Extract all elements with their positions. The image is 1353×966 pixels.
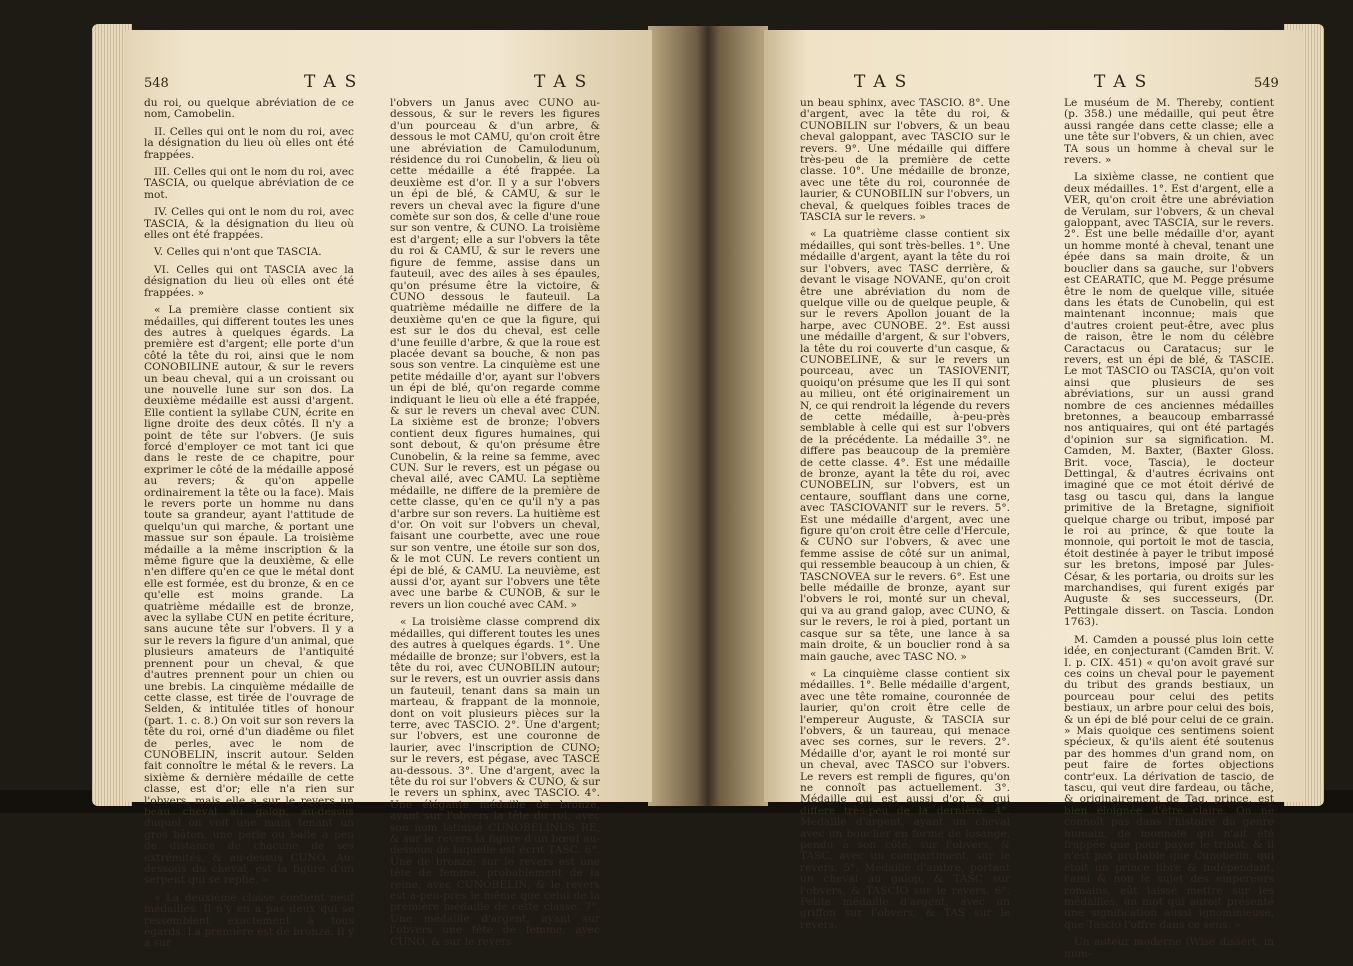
paragraph: II. Celles qui ont le nom du roi, avec la désignation du lieu où elles ont été frappées. <box>144 125 354 161</box>
paragraph: l'obvers un Janus avec CUNO au-dessous, & sur le revers les figures d'un pourceau & d'un arbre, & dessous le mot CAMU, qu'on croit être une abréviation de Camulodunum, résidence du roi Cunobelin, & lieu où cette médaille a été frappée. La deuxième est d'or. Il y a sur l'obvers un épi de blé, & CAMU, & sur le revers un cheval avec la figure d'une comète sur son dos, & celle d'une roue sur son ventre, & CUNO. La troisième est d'argent; elle a sur l'obvers la tête du roi & CAMU, & sur le revers une figure de femme, assise dans un fauteuil, avec des ailes à ses épaules, qu'on présume être la victoire, & CUNO dessous le fauteuil. La quatrième médaille ne differe de la deuxième qu'en ce que la figure, qui est sur le dos du cheval, est celle d'une feuille d'arbre, & que la roue est placée devant sa bouche, & non pas sous son ventre. La cinquième est une petite médaille d'or, ayant sur l'obvers un épi de blé, qu'on regarde comme indiquant le lieu où elle a été frappée, & sur le revers un cheval avec CUN. La sixième est de bronze; l'obvers contient deux figures humaines, qui sont debout, & qu'on présume être Cunobelin, & la reine sa femme, avec CUN. Sur le revers, est un pégase ou cheval ailé, avec CAMU. La septième médaille, ne differe de la première de cette classe, qu'en ce qu'il n'y a pas d'arbre sur son revers. La huitième est d'or. On voit sur l'obvers un cheval, faisant une courbette, avec une roue sur son ventre, une étoile sur son dos, & le mot CUN. Le revers contient un épi de blé, & CAMU. La neuvième, est aussi d'or, ayant sur l'obvers une tête avec une barbe & CUNOB, & sur le revers un lion couché avec CAM. » <box>390 97 600 611</box>
paragraph: « La première classe contient six médailles, qui different toutes les unes des autres à quelques égards. La première est d'argent; elle porte d'un côté la tête du roi, ainsi que le nom CONOBILINE autour, & sur le revers un beau cheval, qui a un croissant ou une nouvelle lune sur son dos. La deuxième médaille est aussi d'argent. Elle contient la syllabe CUN, écrite en ligne droite des deux côtés. Il n'y a point de tête sur l'obvers. (Je suis forcé d'employer ce mot tant ici que dans le reste de ce chapitre, pour exprimer le côté de la médaille apposé au revers; & qu'on appelle ordinairement la tête ou la face). Mais le revers porte un homme nu dans toute sa grandeur, ayant l'attitude de quelqu'un qui marche, & portant une massue sur son épaule. La troisième médaille a la même inscription & la même figure que la deuxième, & elle n'en differe qu'en ce que le métal dont elle est formée, est du bronze, & en ce qu'elle est moins grande. La quatrième médaille est de bronze, avec la syllabe CUN en petite écriture, sans aucune tête sur l'obvers. Il y a sur le revers la figure d'un animal, que plusieurs amateurs de l'antiquité prennent pour un cheval, & que d'autres prennent pour un chien ou une brebis. La cinquième médaille de cette classe, est tirée de l'ouvrage de Selden, & intitulée titles of honour (part. 1. c. 8.) On voit sur son revers la tête du roi, orné d'un diadême ou filet de perles, avec le nom de CUNOBELIN, inscrit autour. Selden fait connoître le métal & le revers. La sixième & dernière médaille de cette classe, est d'or; elle n'a rien sur l'obvers, mais elle a sur le revers un beau cheval au galop, au-dessus duquel on voit une main tenant un gros bâton, une perle ou balle à peu de distance de chacune de ses extrémités, & au-dessus CUNO. Au-dessous du cheval, est la figure d'un serpent qui se replie. » <box>144 304 354 887</box>
paragraph: « La deuxième classe contient neuf médailles. Il n'y en a pas deux qui se ressemblent exactement à tous égards. La première est de bronze. Il y a sur <box>144 891 354 950</box>
paragraph: Un auteur moderne (Wise dissert. in num- <box>1064 936 1274 960</box>
right-running-head-1: TAS <box>854 72 916 92</box>
left-page <box>124 30 652 950</box>
paragraph: un beau sphinx, avec TASCIO. 8°. Une d'argent, avec la tête du roi, & CUNOBILIN sur l'obvers, & un beau cheval galoppant, avec TASCIO sur le revers. 9°. Une médaille qui differe très-peu de la première de cette classe. 10°. Une médaille de bronze, avec une tête du roi, couronnée de laurier, & CUNOBILIN sur l'obvers, un cheval, & quelques foibles traces de TASCIA sur le revers. » <box>800 97 1010 224</box>
paragraph: IV. Celles qui ont le nom du roi, avec TASCIA, & la désignation du lieu où elles ont été frappées. <box>144 206 354 242</box>
book-gutter <box>648 26 768 806</box>
paragraph: « La troisième classe comprend dix médailles, qui different toutes les unes des autres à quelques égards. 1°. Une médaille de bronze; sur l'obvers, est la tête du roi, avec CUNOBILIN autour; sur le revers, est un ouvrier assis dans un fauteuil, tenant dans sa main un marteau, & frappant de la monnoie, dont on voit plusieurs pièces sur la terre, avec TASCIO. 2°. Une d'argent; sur l'obvers, est une couronne de laurier, avec l'inscription de CUNO; sur le revers, est pégase, avec TASCE au-dessous. 3°. Une d'argent, avec la tête du roi sur l'obvers & CUNO, & sur le revers un sphinx, avec TASCIO. 4°. Une élégante médaille de bronze, ayant sur l'obvers la tête du roi, avec son nom latinisé CUNOBELINUS RE, & sur le revers la figure d'un bœuf au-dessous de laquelle est écrit TASC. 6°. Une de bronze; sur le revers est une tête de femme, probablement de la reine, avec CUNOBELIN, & le revers est à-peu-près le même que celui de la première médaille de cette classe. 7°. Une médaille d'argent, ayant sur l'obvers une tête de femme, avec CUNO, & sur le revers <box>390 616 600 948</box>
paragraph: Le muséum de M. Thereby, contient (p. 358.) une médaille, qui peut être aussi rangée dans cette classe; elle a une tête sur l'obvers, & un chien, avec TA sous un homme à cheval sur le revers. » <box>1064 97 1274 167</box>
paragraph: La sixième classe, ne contient que deux médailles. 1°. Est d'argent, elle a VER, qu'on croit être une abréviation de Verulam, sur l'obvers, & un cheval galoppant, avec TASCIA, sur le revers. 2°. Est une belle médaille d'or, ayant un homme monté à cheval, tenant une épée dans sa main droite, & un bouclier dans sa gauche, sur l'obvers est CEARATIC, que M. Pegge présume être le nom de quelque ville, située dans les états de Cunobelin, qui est maintenant inconnue; mais que d'autres croient peut-être, avec plus de raison, être le nom du célèbre Caractacus ou Caratacus; sur le revers, est un épi de blé, & TASCIE. Le mot TASCIO ou TASCIA, qu'on voit ainsi que plusieurs de ses abréviations, sur un aussi grand nombre de ces anciennes médailles bretonnes, a beaucoup embarrassé nos antiquaires, qui ont été partagés d'opinion sur sa signification. M. Camden, M. Baxter, (Baxter Gloss. Brit. voce, Tascia), le docteur Dettingal, & d'autres écrivains ont imaginé que ce mot étoit dérivé de tasg ou tascu qui, dans la langue primitive de la Bretagne, signifioit quelque charge ou tribut, imposé par le roi au prince, & que toute la monnoie, qui portoit le mot de tascia, étoit destinée à payer le tribut imposé sur les bretons, imposé par Jules-César, & les portaria, ou droits sur les marchandises, qui furent exigés par Auguste & ses successeurs, (Dr. Pettingale dissert. on Tascia. London 1763). <box>1064 171 1274 629</box>
left-page-number: 548 <box>144 76 169 91</box>
right-running-head-2: TAS <box>1094 72 1156 92</box>
left-running-head-2: TAS <box>534 72 596 92</box>
paragraph: V. Celles qui n'ont que TASCIA. <box>154 246 322 259</box>
open-book <box>88 8 1288 960</box>
paragraph: VI. Celles qui ont TASCIA avec la désignation du lieu où elles ont été frappées. » <box>144 263 354 299</box>
right-column-1 <box>800 98 1010 937</box>
paragraph: « La quatrième classe contient six médailles, qui sont très-belles. 1°. Une médaille d'argent, ayant la tête du roi sur l'obvers, avec TASC derrière, & devant le visage NOVANE, qu'on croit être une abréviation du nom de quelque ville ou de quelque peuple, & sur le revers Apollon jouant de la harpe, avec CUNOBE. 2°. Est aussi une médaille d'argent, & sur l'obvers, la tête du roi couverte d'un casque, & CUNOBELINE, & sur le revers un pourceau, avec un TASIOVENIT, quoiqu'on présume que les II qui sont au milieu, ont été originairement un N, ce qui rendroit la légende du revers de cette médaille, à-peu-près semblable à celle qui est sur l'obvers de la précédente. La médaille 3°. ne differe pas beaucoup de la première de cette classe. 4°. Est une médaille de bronze, ayant la tête du roi, avec CUNOBELIN, sur l'obvers, est un centaure, soufflant dans une corne, avec TASCIOVANIT sur le revers. 5°. Est une médaille d'argent, avec une figure qu'on croit être celle d'Hercule, & CUNO sur l'obvers, & avec une femme assise de côté sur un animal, qui ressemble beaucoup à un chien, & TASCNOVEA sur le revers. 6°. Est une belle médaille de bronze, ayant sur l'obvers le roi, monté sur un cheval, qui va au grand galop, avec CUNO, & sur le revers, le roi à pied, portant un casque sur sa tête, une lance à sa main droite, & un bouclier rond à sa main gauche, avec TASC NO. » <box>800 228 1010 663</box>
left-column-2 <box>390 98 600 954</box>
right-page-number: 549 <box>1254 76 1279 91</box>
paragraph: M. Camden a poussé plus loin cette idée, en conjecturant (Camden Brit. V. I. p. CIX. 451) « qu'on avoit gravé sur ces coins un cheval pour le payement du tribut des grands bestiaux, un pourceau pour celui des petits bestiaux, un arbre pour celui des bois, & un épi de blé pour celui de ce grain. » Mais quoique ces sentimens soient spécieux, & qu'ils aient été soutenus par des hommes d'un grand nom, on peut faire de fortes objections contr'eux. La dérivation de tascio, de tascu, qui veut dire fardeau, ou tâche, & originairement de Tag, prince, est bien éloignée d'être claire. On ne connoît pas dans l'histoire du genre humain, de monnoie qui n'ait été frappée que pour payer le tribut; & il n'est pas probable que Cunobelin, qui étoit un prince libre & indépendant, l'ami & non le sujet des empereurs romains, eût laissé mettre sur les médailles, un mot qui auroit présenté une signification aussi ignominieuse, que Tascio l'offre dans ce sens. » <box>1064 633 1274 931</box>
paragraph: III. Celles qui ont le nom du roi, avec TASCIA, ou quelque abréviation de ce mot. <box>144 166 354 201</box>
right-page <box>764 30 1304 960</box>
left-running-head-1: TAS <box>304 72 366 92</box>
left-column-1 <box>144 98 354 956</box>
paragraph: « La cinquième classe contient six médailles. 1°. Belle médaille d'argent, avec une tête romaine, couronnée de laurier, qu'on croit être celle de l'empereur Auguste, & TASCIA sur l'obvers, & un taureau, qui menace avec ses cornes, sur le revers. 2°. Médaille d'or, ayant le roi monté sur un cheval, avec TASCO sur l'obvers. Le revers est rempli de figures, qu'on ne connoît pas actuellement. 3°. Médaille qui est aussi d'or, & qui differe très-peu de la dernière. 4°. Médaille d'argent, ayant un cheval avec un bouclier en forme de losange, pendu à son côté, sur l'obvers, & TASC, avec un compartiment, sur le revers. 5°. Médaille d'ambre, portant un cheval au galop, & TASC sur l'obvers, & TASCIO sur le revers. 6°. Petite médaille d'argent, avec un griffon sur l'obvers, & TAS sur le revers. <box>800 667 1010 931</box>
paragraph: du roi, ou quelque abréviation de ce nom, Camobelin. <box>144 97 354 121</box>
right-column-2 <box>1064 98 1274 966</box>
